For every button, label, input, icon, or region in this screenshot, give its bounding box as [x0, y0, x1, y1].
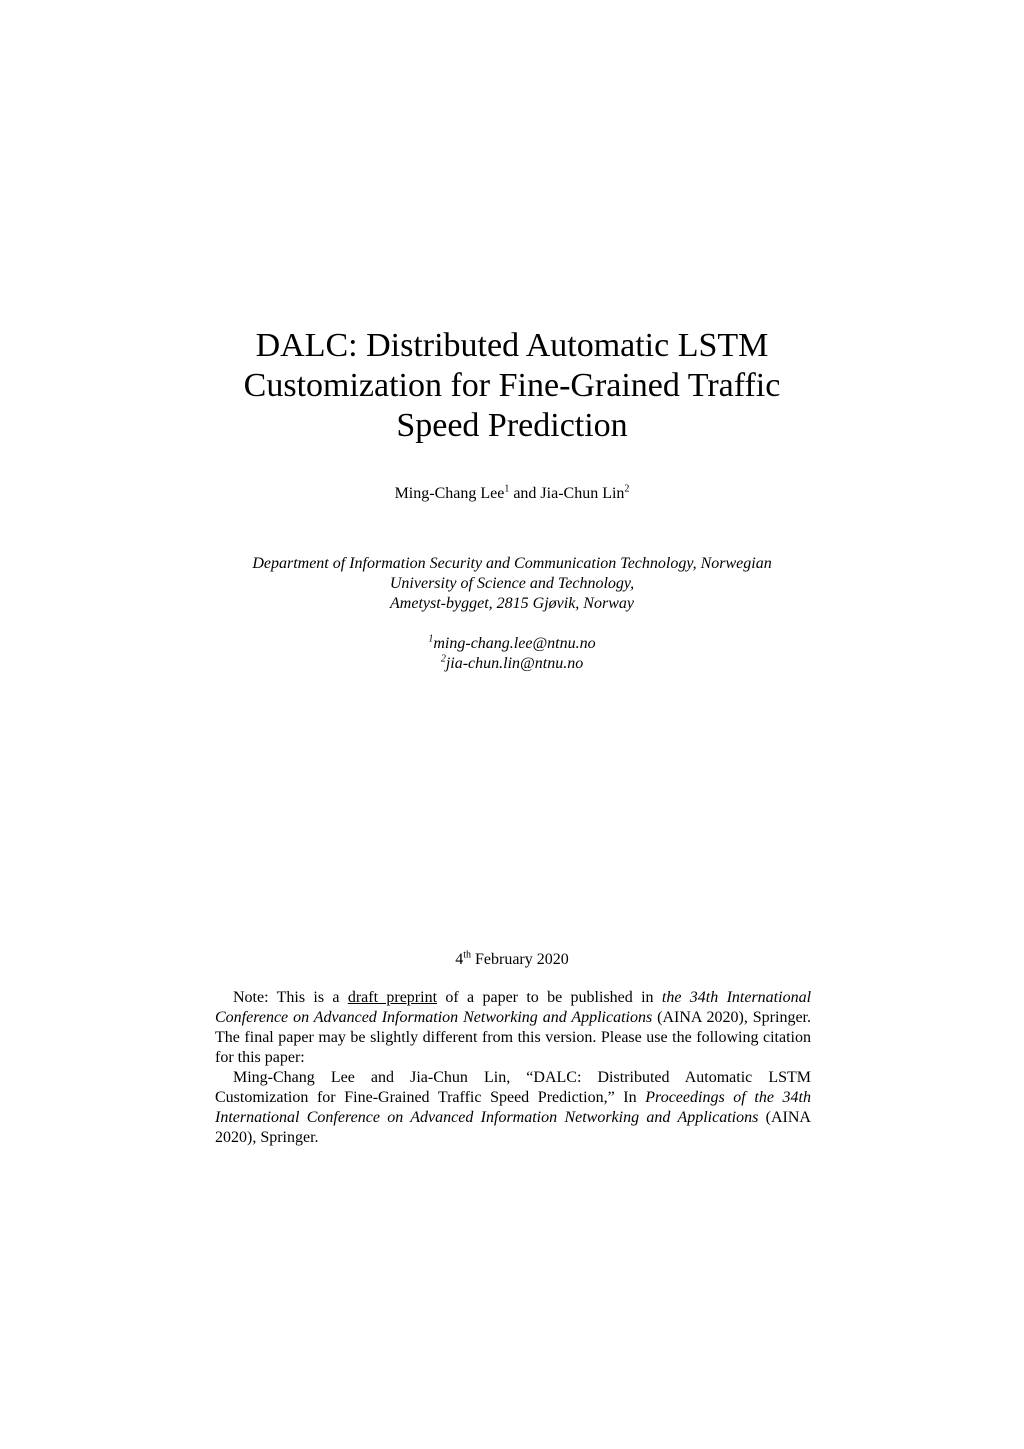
email-line-1	[200, 634, 824, 654]
email-line-2	[200, 654, 824, 674]
affiliation	[200, 554, 824, 614]
paper-title	[200, 326, 824, 446]
title-line-2: Customization for Fine-Grained Traffic	[243, 367, 781, 404]
author-emails	[200, 634, 824, 674]
email-1-mark: 1	[428, 633, 434, 645]
note-p1-intro: Note: This is a	[233, 989, 348, 1006]
note-paragraph-2-citation	[215, 1068, 811, 1148]
preprint-note	[215, 988, 811, 1148]
email-1[interactable]: ming-chang.lee@ntnu.no	[433, 635, 596, 652]
affiliation-line-1: Department of Information Security and Communication Technology, Norwegian	[252, 555, 772, 572]
author-2-name: Jia-Chun Lin	[540, 485, 625, 502]
author-conjunction: and	[513, 485, 537, 502]
affiliation-line-3: Ametyst-bygget, 2815 Gjøvik, Norway	[390, 595, 634, 612]
affiliation-line-2: University of Science and Technology,	[389, 575, 635, 592]
author-1-name: Ming-Chang Lee	[394, 485, 505, 502]
date-month-year: February 2020	[475, 951, 569, 968]
note-p2-citation: Ming-Chang Lee and Jia-Chun Lin, “DALC: Distributed Automatic LSTM Customization for Fine-Grained Traffic Speed Prediction,” In	[215, 1069, 811, 1106]
email-2-mark: 2	[440, 653, 446, 665]
title-line-1: DALC: Distributed Automatic LSTM	[255, 327, 769, 364]
note-p1-venue: the 34th International Conference on Advanced Information Networking and Applications	[215, 989, 812, 1026]
author-2-affiliation-mark: 2	[624, 483, 630, 495]
note-p1-mid: of a paper to be published in	[437, 989, 662, 1006]
date-day-suffix: th	[463, 949, 471, 961]
note-paragraph-1	[215, 988, 811, 1068]
publication-date	[200, 950, 824, 970]
note-p1-end: (AINA 2020), Springer. The final paper may be slightly different from this version. Please use the following citation for this paper:	[215, 1009, 812, 1066]
note-p2-venue: Proceedings of the 34th International Conference on Advanced Information Networking and Applications	[215, 1089, 811, 1126]
title-line-3: Speed Prediction	[396, 407, 628, 444]
author-list	[200, 484, 824, 504]
author-1-affiliation-mark: 1	[504, 483, 510, 495]
date-day: 4	[455, 951, 464, 968]
draft-preprint-link[interactable]: draft preprint	[347, 989, 438, 1006]
note-p2-end: (AINA 2020), Springer.	[215, 1109, 811, 1146]
email-2[interactable]: jia-chun.lin@ntnu.no	[445, 655, 584, 672]
